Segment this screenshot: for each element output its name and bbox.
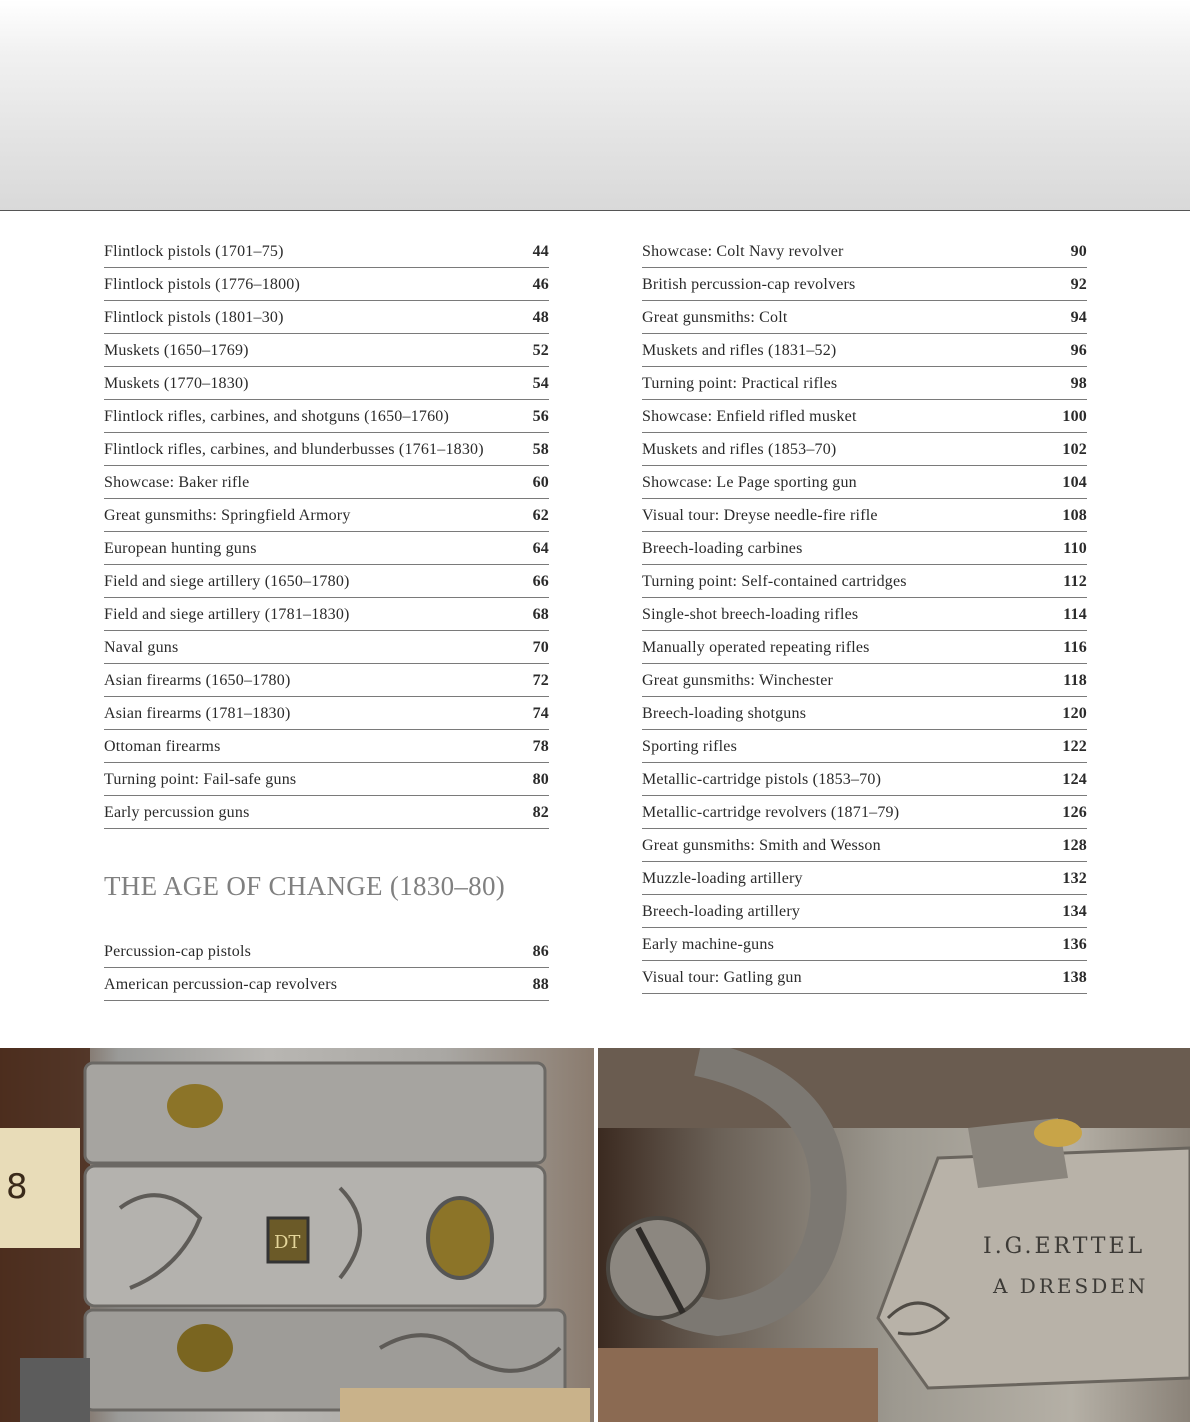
toc-entry-page: 120 <box>1062 705 1087 722</box>
toc-entry <box>642 731 1087 763</box>
toc-entry-title: Muskets and rifles (1831–52) <box>642 342 837 359</box>
toc-entry <box>642 566 1087 598</box>
section-title: THE AGE OF CHANGE (1830–80) <box>104 871 506 901</box>
toc-entry-page: 98 <box>1070 375 1087 392</box>
toc-entry <box>642 632 1087 664</box>
toc-entry-title: Ottoman firearms <box>104 738 221 755</box>
toc-entry <box>104 731 549 763</box>
toc-entry <box>104 335 549 367</box>
toc-entry <box>642 335 1087 367</box>
toc-entry <box>104 599 549 631</box>
flintlock-mechanism-photo <box>598 1048 1190 1422</box>
toc-entry <box>642 764 1087 796</box>
toc-entry-page: 96 <box>1070 342 1087 359</box>
toc-entry <box>104 936 549 968</box>
toc-entry-title: Flintlock pistols (1801–30) <box>104 309 284 326</box>
toc-entry <box>104 969 549 1001</box>
toc-entry-page: 116 <box>1063 639 1087 656</box>
toc-entry-title: Flintlock pistols (1701–75) <box>104 243 284 260</box>
toc-entry-title: Manually operated repeating rifles <box>642 639 870 656</box>
toc-entry-page: 66 <box>532 573 549 590</box>
toc-entry <box>104 632 549 664</box>
toc-entry-title: Flintlock rifles, carbines, and shotguns (1650–1760) <box>104 408 450 425</box>
toc-entry-page: 64 <box>532 540 549 557</box>
toc-entry-title: Showcase: Le Page sporting gun <box>642 474 857 491</box>
engraving-line-1: I.G.ERTTEL <box>983 1234 1146 1259</box>
toc-entry-title: Single-shot breech-loading rifles <box>642 606 859 623</box>
toc-entry-page: 92 <box>1070 276 1087 293</box>
toc-entry <box>642 401 1087 433</box>
toc-list-a <box>104 236 549 829</box>
toc-entry-page: 56 <box>532 408 549 425</box>
toc-entry-title: Asian firearms (1781–1830) <box>104 705 291 722</box>
toc-entry-title: Field and siege artillery (1781–1830) <box>104 606 350 623</box>
toc-entry <box>104 500 549 532</box>
toc-entry-page: 52 <box>532 342 549 359</box>
toc-entry-page: 132 <box>1062 870 1087 887</box>
toc-entry-page: 126 <box>1062 804 1087 821</box>
toc-entry-title: Early machine-guns <box>642 936 774 953</box>
toc-entry-title: Naval guns <box>104 639 179 656</box>
toc-entry <box>642 830 1087 862</box>
toc-entry-page: 44 <box>532 243 549 260</box>
toc-entry-page: 54 <box>532 375 549 392</box>
toc-entry-page: 68 <box>532 606 549 623</box>
toc-entry-title: Flintlock pistols (1776–1800) <box>104 276 301 293</box>
toc-entry <box>642 467 1087 499</box>
toc-entry-title: Muskets (1770–1830) <box>104 375 249 392</box>
toc-entry-title: Metallic-cartridge revolvers (1871–79) <box>642 804 900 821</box>
toc-entry <box>642 962 1087 994</box>
toc-entry-page: 124 <box>1062 771 1087 788</box>
toc-entry-page: 102 <box>1062 441 1087 458</box>
toc-entry-title: Showcase: Enfield rifled musket <box>642 408 857 425</box>
toc-entry-page: 122 <box>1062 738 1087 755</box>
toc-entry-title: Field and siege artillery (1650–1780) <box>104 573 350 590</box>
toc-entry-page: 70 <box>532 639 549 656</box>
toc-entry-page: 104 <box>1062 474 1087 491</box>
toc-entry-page: 136 <box>1062 936 1087 953</box>
toc-entry-page: 138 <box>1062 969 1087 986</box>
toc-entry-title: Showcase: Baker rifle <box>104 474 250 491</box>
toc-entry <box>642 863 1087 895</box>
toc-entry-page: 74 <box>532 705 549 722</box>
toc-entry-page: 94 <box>1070 309 1087 326</box>
toc-entry <box>642 533 1087 565</box>
toc-entry-page: 46 <box>532 276 549 293</box>
toc-entry <box>104 269 549 301</box>
toc-entry-title: Asian firearms (1650–1780) <box>104 672 291 689</box>
toc-entry <box>642 599 1087 631</box>
toc-entry <box>104 302 549 334</box>
toc-entry-title: Great gunsmiths: Colt <box>642 309 788 326</box>
toc-entry-title: Great gunsmiths: Smith and Wesson <box>642 837 881 854</box>
toc-right-column <box>642 236 1087 995</box>
toc-entry-title: Showcase: Colt Navy revolver <box>642 243 844 260</box>
engraved-initials: DT <box>274 1232 301 1253</box>
toc-entry <box>642 698 1087 730</box>
toc-list-right <box>642 236 1087 994</box>
toc-entry <box>642 929 1087 961</box>
toc-entry-title: Breech-loading carbines <box>642 540 803 557</box>
toc-entry <box>642 302 1087 334</box>
toc-entry-title: Muskets and rifles (1853–70) <box>642 441 837 458</box>
toc-entry-title: American percussion-cap revolvers <box>104 976 338 993</box>
toc-entry-title: Breech-loading artillery <box>642 903 801 920</box>
toc-entry-page: 118 <box>1063 672 1087 689</box>
toc-entry-title: Sporting rifles <box>642 738 737 755</box>
engraving-line-2: A DRESDEN <box>993 1274 1149 1298</box>
svg-text:8: 8 <box>6 1167 28 1207</box>
toc-entry-page: 88 <box>532 976 549 993</box>
toc-left-column <box>104 236 549 1002</box>
toc-entry-page: 80 <box>532 771 549 788</box>
toc-entry <box>104 368 549 400</box>
toc-entry-page: 108 <box>1062 507 1087 524</box>
toc-entry-title: Early percussion guns <box>104 804 250 821</box>
toc-entry-title: Muzzle-loading artillery <box>642 870 803 887</box>
toc-entry-title: Great gunsmiths: Springfield Armory <box>104 507 351 524</box>
toc-entry-title: Visual tour: Dreyse needle-fire rifle <box>642 507 878 524</box>
toc-entry <box>642 368 1087 400</box>
toc-entry-title: Visual tour: Gatling gun <box>642 969 802 986</box>
toc-entry-page: 78 <box>532 738 549 755</box>
toc-entry-page: 62 <box>532 507 549 524</box>
toc-entry-title: Turning point: Fail-safe guns <box>104 771 297 788</box>
toc-entry-title: Metallic-cartridge pistols (1853–70) <box>642 771 882 788</box>
toc-entry-page: 48 <box>532 309 549 326</box>
toc-entry <box>104 434 549 466</box>
toc-entry-title: Muskets (1650–1769) <box>104 342 249 359</box>
toc-entry-page: 82 <box>532 804 549 821</box>
toc-entry-page: 110 <box>1063 540 1087 557</box>
toc-entry-page: 100 <box>1062 408 1087 425</box>
toc-entry-title: British percussion-cap revolvers <box>642 276 856 293</box>
toc-entry-page: 134 <box>1062 903 1087 920</box>
toc-entry <box>104 764 549 796</box>
toc-entry <box>104 533 549 565</box>
toc-entry <box>104 797 549 829</box>
toc-entry <box>104 698 549 730</box>
photo-strip <box>0 1048 1190 1422</box>
toc-entry-page: 114 <box>1063 606 1087 623</box>
toc-entry <box>104 401 549 433</box>
toc-entry-page: 90 <box>1070 243 1087 260</box>
toc-entry <box>104 566 549 598</box>
engraved-gun-barrel-photo <box>0 1048 594 1422</box>
toc-entry-title: Turning point: Practical rifles <box>642 375 838 392</box>
toc-entry-page: 128 <box>1062 837 1087 854</box>
toc-entry <box>642 269 1087 301</box>
toc-entry-page: 58 <box>532 441 549 458</box>
toc-entry-title: European hunting guns <box>104 540 257 557</box>
toc-entry-title: Great gunsmiths: Winchester <box>642 672 834 689</box>
toc-entry <box>642 434 1087 466</box>
toc-entry-page: 112 <box>1063 573 1087 590</box>
toc-entry <box>642 665 1087 697</box>
toc-entry-title: Percussion-cap pistols <box>104 943 252 960</box>
toc-entry <box>104 467 549 499</box>
toc-entry-page: 72 <box>532 672 549 689</box>
toc-entry <box>642 896 1087 928</box>
toc-list-b <box>104 936 549 1001</box>
toc-entry-page: 86 <box>532 943 549 960</box>
toc-entry-title: Flintlock rifles, carbines, and blunderbusses (1761–1830) <box>104 441 484 458</box>
toc-entry-title: Breech-loading shotguns <box>642 705 807 722</box>
header-band <box>0 0 1190 211</box>
toc-entry <box>642 797 1087 829</box>
toc-entry <box>104 236 549 268</box>
toc-entry <box>642 236 1087 268</box>
toc-entry-page: 60 <box>532 474 549 491</box>
toc-entry <box>642 500 1087 532</box>
toc-entry <box>104 665 549 697</box>
toc-entry-title: Turning point: Self-contained cartridges <box>642 573 907 590</box>
